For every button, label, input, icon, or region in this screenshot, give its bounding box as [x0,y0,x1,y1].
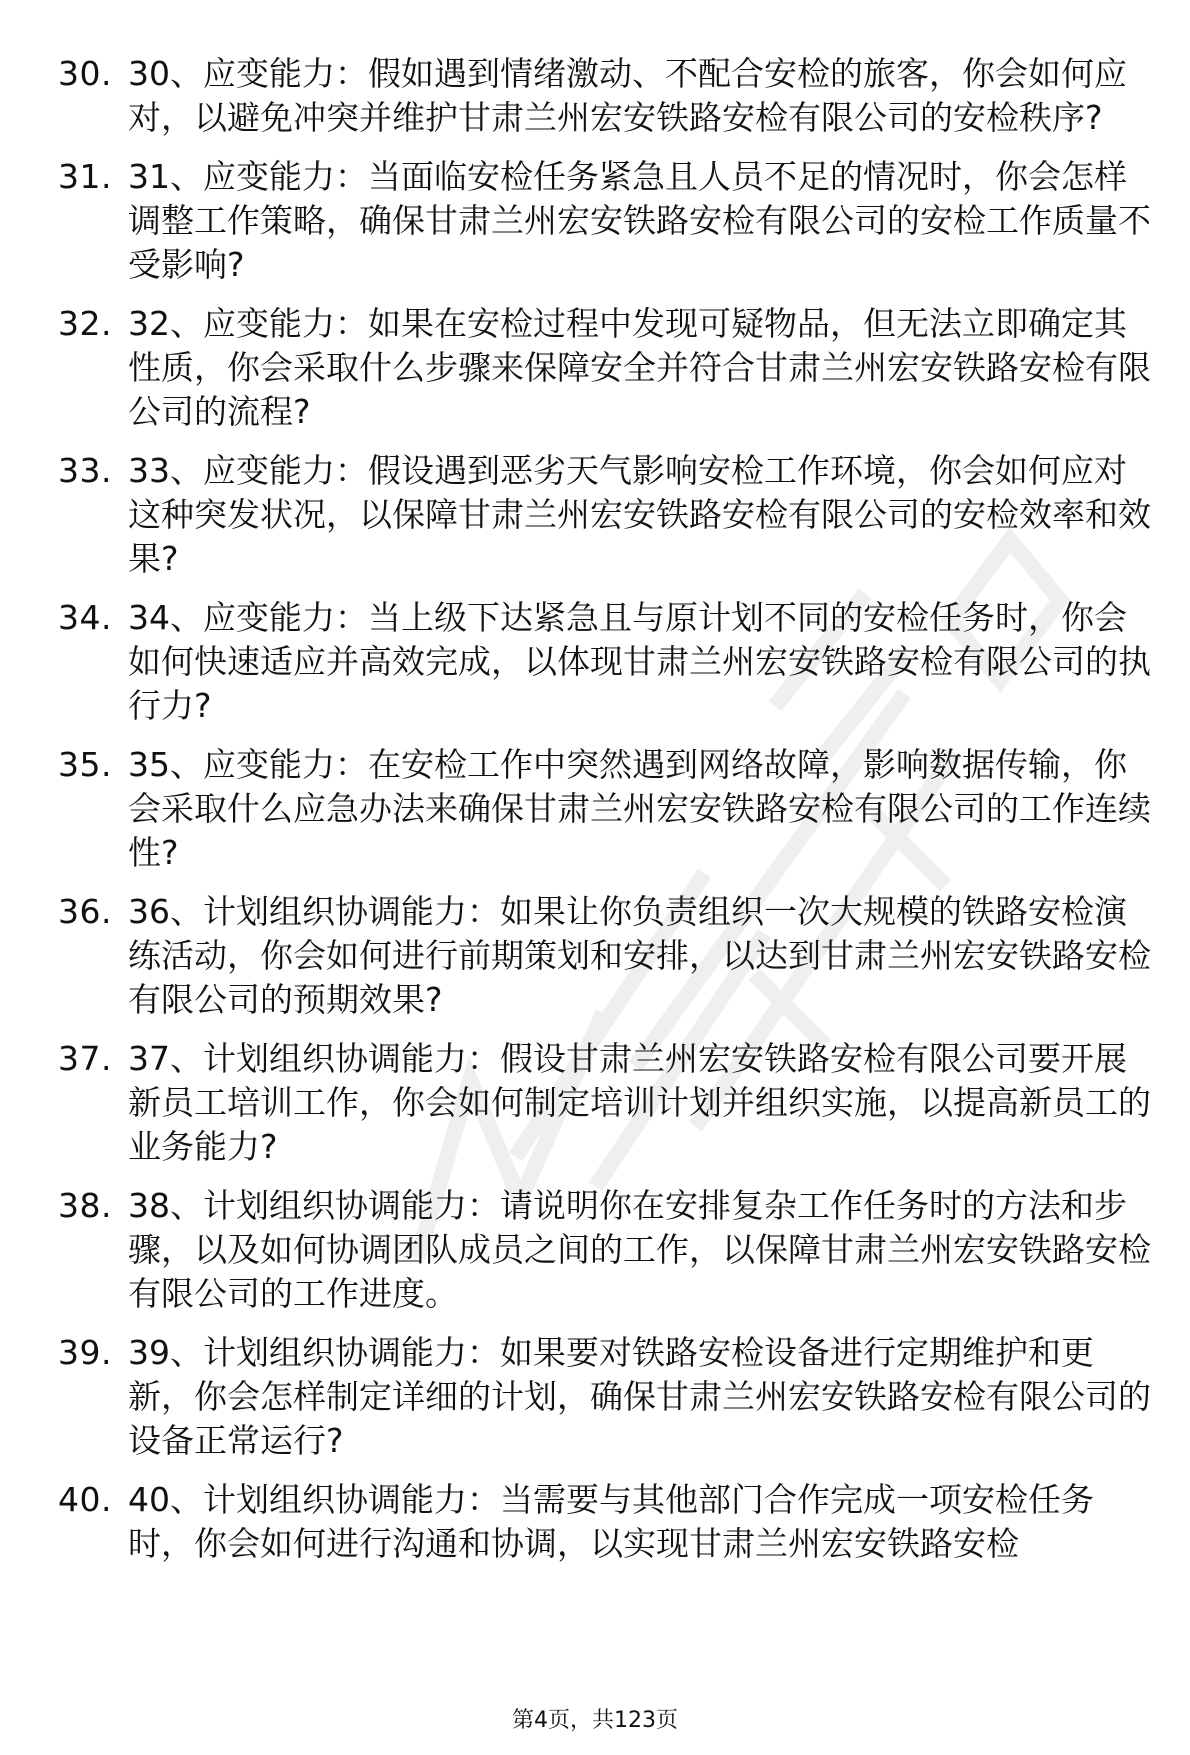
question-text: 31、应变能力：当面临安检任务紧急且人员不足的情况时，你会怎样调整工作策略，确保甘肃兰州宏安铁路安检有限公司的安检工作质量不受影响? [128,157,1151,284]
list-item [58,302,1158,434]
list-item [58,155,1158,287]
question-text: 36、计划组织协调能力：如果让你负责组织一次大规模的铁路安检演练活动，你会如何进行前期策划和安排，以达到甘肃兰州宏安铁路安检有限公司的预期效果? [128,892,1151,1019]
question-text: 32、应变能力：如果在安检过程中发现可疑物品，但无法立即确定其性质，你会采取什么步骤来保障安全并符合甘肃兰州宏安铁路安检有限公司的流程? [128,304,1151,431]
question-number: 30. [58,54,112,93]
list-item [58,449,1158,581]
list-item [58,890,1158,1022]
question-text: 39、计划组织协调能力：如果要对铁路安检设备进行定期维护和更新，你会怎样制定详细的计划，确保甘肃兰州宏安铁路安检有限公司的设备正常运行? [128,1333,1151,1460]
list-item [58,743,1158,875]
question-number: 33. [58,451,112,490]
list-item [58,52,1158,140]
question-number: 31. [58,157,112,196]
question-number: 35. [58,745,112,784]
question-text: 30、应变能力：假如遇到情绪激动、不配合安检的旅客，你会如何应对，以避免冲突并维护甘肃兰州宏安铁路安检有限公司的安检秩序? [128,54,1127,137]
question-number: 34. [58,598,112,637]
list-item [58,1478,1158,1566]
question-list [58,52,1158,1581]
page-footer: 第4页，共123页 [512,1708,678,1733]
question-text: 37、计划组织协调能力：假设甘肃兰州宏安铁路安检有限公司要开展新员工培训工作，你会如何制定培训计划并组织实施，以提高新员工的业务能力? [128,1039,1151,1166]
question-text: 35、应变能力：在安检工作中突然遇到网络故障，影响数据传输，你会采取什么应急办法来确保甘肃兰州宏安铁路安检有限公司的工作连续性? [128,745,1151,872]
question-number: 37. [58,1039,112,1078]
question-text: 33、应变能力：假设遇到恶劣天气影响安检工作环境，你会如何应对这种突发状况，以保障甘肃兰州宏安铁路安检有限公司的安检效率和效果? [128,451,1151,578]
question-text: 40、计划组织协调能力：当需要与其他部门合作完成一项安检任务时，你会如何进行沟通和协调，以实现甘肃兰州宏安铁路安检 [128,1480,1094,1563]
question-number: 40. [58,1480,112,1519]
question-number: 38. [58,1186,112,1225]
list-item [58,1331,1158,1463]
question-text: 38、计划组织协调能力：请说明你在安排复杂工作任务时的方法和步骤，以及如何协调团队成员之间的工作，以保障甘肃兰州宏安铁路安检有限公司的工作进度。 [128,1186,1151,1313]
list-item [58,1184,1158,1316]
question-number: 36. [58,892,112,931]
list-item [58,596,1158,728]
list-item [58,1037,1158,1169]
question-number: 32. [58,304,112,343]
question-number: 39. [58,1333,112,1372]
question-text: 34、应变能力：当上级下达紧急且与原计划不同的安检任务时，你会如何快速适应并高效完成，以体现甘肃兰州宏安铁路安检有限公司的执行力? [128,598,1151,725]
